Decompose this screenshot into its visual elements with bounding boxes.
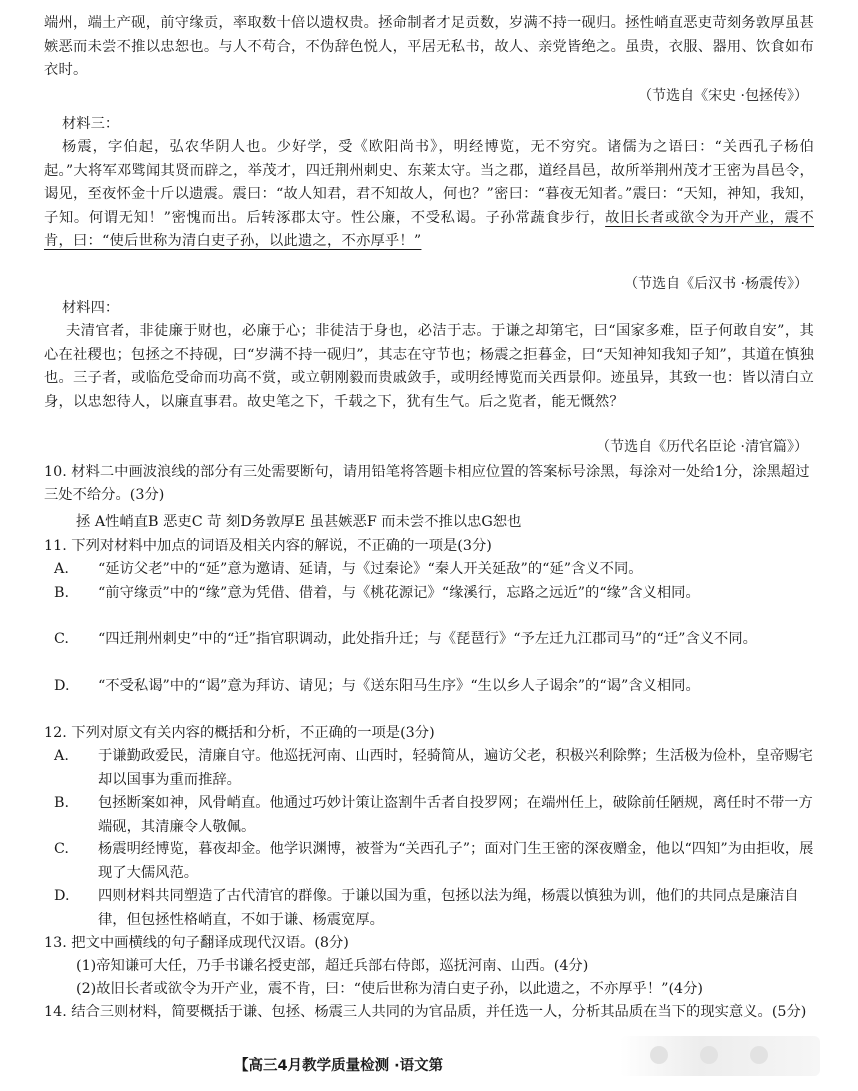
question-11-option-c: C. “四迁荆州刺史”中的“迁”指官职调动，此处指升迁；与《琵琶行》“予左迁九江郡司马”的“迁”含义不同。 [54, 631, 757, 647]
page-footer: 【高三4月教学质量检测 ·语文第 [234, 1058, 444, 1074]
question-13-part-1: (1)帝知谦可大任，乃手书谦名授吏部，超迁兵部右侍郎，巡抚河南、山西。(4分) [76, 958, 589, 974]
question-13: 13. 把文中画横线的句子翻译成现代汉语。(8分) [44, 935, 349, 951]
question-14: 14. 结合三则材料，简要概括于谦、包拯、杨震三人共同的为官品质，并任选一人，分析其品质在当下的现实意义。(5分) [44, 1004, 807, 1020]
question-12-option-a: A. 于谦勤政爱民，清廉自守。他巡抚河南、山西时，轻骑简从，遍访父老，积极兴利除弊；生活极为俭朴，皇帝赐宅却以国事为重而推辞。 [54, 748, 813, 788]
material-three-body: 杨震，字伯起，弘农华阴人也。少好学，受《欧阳尚书》，明经博览，无不穷究。诸儒为之语曰：“关西孔子杨伯起。”大将军邓骘闻其贤而辟之，举茂才，四迁荆州刺史、东莱太守。当之郡，道经昌邑，故所举荆州茂才王密为昌邑令，谒见，至夜怀金十斤以遗震。震曰：“故人知君，君不知故人，何也？”密曰：“暮夜无知者。”震曰：“天知，神知，我知，子知。何谓无知！”密愧而出。后转涿郡太守。性公廉，不受私谒。子孙常蔬食步行， [44, 139, 814, 226]
material-four-text: 夫清官者，非徒廉于财也，必廉于心；非徒洁于身也，必洁于志。于谦之却第宅，曰“国家多难，臣子何敢自安”，其心在社稷也；包拯之不持砚，曰“岁满不持一砚归”，其志在守节也；杨震之拒暮金，曰“天知神知我知子知”，其道在慎独也。三子者，或临危受命而功高不赏，或立朝刚毅而贵戚敛手，或明经博览而关西景仰。迹虽异，其致一也：皆以清白立身，以忠恕待人，以廉直事君。故史笔之下，千载之下，犹有生气。后之览者，能无慨然？ [44, 323, 814, 410]
material-three-underlined-sentence: 故旧长者或欲令为开产业，震不肯，曰：“使后世称为清白吏子孙，以此遗之，不亦厚乎！” [44, 209, 814, 250]
question-11-option-b: B. “前守缘贡”中的“缘”意为凭借、借着，与《桃花源记》“缘溪行，忘路之远近”的“缘”含义相同。 [54, 585, 700, 601]
question-11-option-a: A. “延访父老”中的“延”意为邀请、延请，与《过秦论》“秦人开关延敌”的“延”含义不同。 [54, 561, 643, 577]
question-11-option-d: D. “不受私谒”中的“谒”意为拜访、请见；与《送东阳马生序》“生以乡人子谒余”的“谒”含义相同。 [54, 678, 700, 694]
source-citation-hou-han-shu: （节选自《后汉书 ·杨震传》） [624, 276, 808, 292]
question-11: 11. 下列对材料中加点的词语及相关内容的解说，不正确的一项是(3分) [44, 538, 492, 554]
question-10: 10. 材料二中画波浪线的部分有三处需要断句，请用铅笔将答题卡相应位置的答案标号涂黑，每涂对一处给1分，涂黑超过三处不给分。(3分) [44, 464, 810, 503]
question-12-option-b: B. 包拯断案如神，风骨峭直。他通过巧妙计策让盗割牛舌者自投罗网；在端州任上，破除前任陋规，离任时不带一方端砚，其清廉令人敬佩。 [54, 795, 813, 835]
material-three-text [44, 136, 814, 254]
material-three-label: 材料三： [62, 116, 120, 132]
question-12-option-c: C. 杨震明经博览，暮夜却金。他学识渊博，被誉为“关西孔子”；面对门生王密的深夜赠金，他以“四知”为由拒收，展现了大儒风范。 [54, 841, 814, 881]
question-13-part-2: (2)故旧长者或欲令为开产业，震不肯，曰：“使后世称为清白吏子孙，以此遗之，不亦厚乎！”(4分) [76, 981, 703, 997]
question-12-option-d: D. 四则材料共同塑造了古代清官的群像。于谦以国为重，包拯以法为绳，杨震以慎独为训，他们的共同点是廉洁自律，但包拯性格峭直，不如于谦、杨震宽厚。 [54, 888, 799, 928]
material-four-label: 材料四： [62, 300, 120, 316]
watermark [620, 1036, 820, 1076]
material-two-continuation: 端州，端土产砚，前守缘贡，率取数十倍以遗权贵。拯命制者才足贡数，岁满不持一砚归。拯性峭直恶吏苛刻务敦厚虽甚嫉恶而未尝不推以忠恕也。与人不苟合，不伪辞色悦人，平居无私书，故人、亲党皆绝之。虽贵，衣服、器用、饮食如布衣时。 [44, 15, 814, 79]
question-12: 12. 下列对原文有关内容的概括和分析，不正确的一项是(3分) [44, 725, 435, 741]
source-citation-song-shi: （节选自《宋史 ·包拯传》） [638, 88, 808, 104]
question-10-segment-line: 拯 A性峭直B 恶吏C 苛 刻D务敦厚E 虽甚嫉恶F 而未尝不推以忠G恕也 [76, 514, 522, 530]
source-citation-qing-guan-pian: （节选自《历代名臣论 ·清官篇》） [596, 439, 808, 455]
